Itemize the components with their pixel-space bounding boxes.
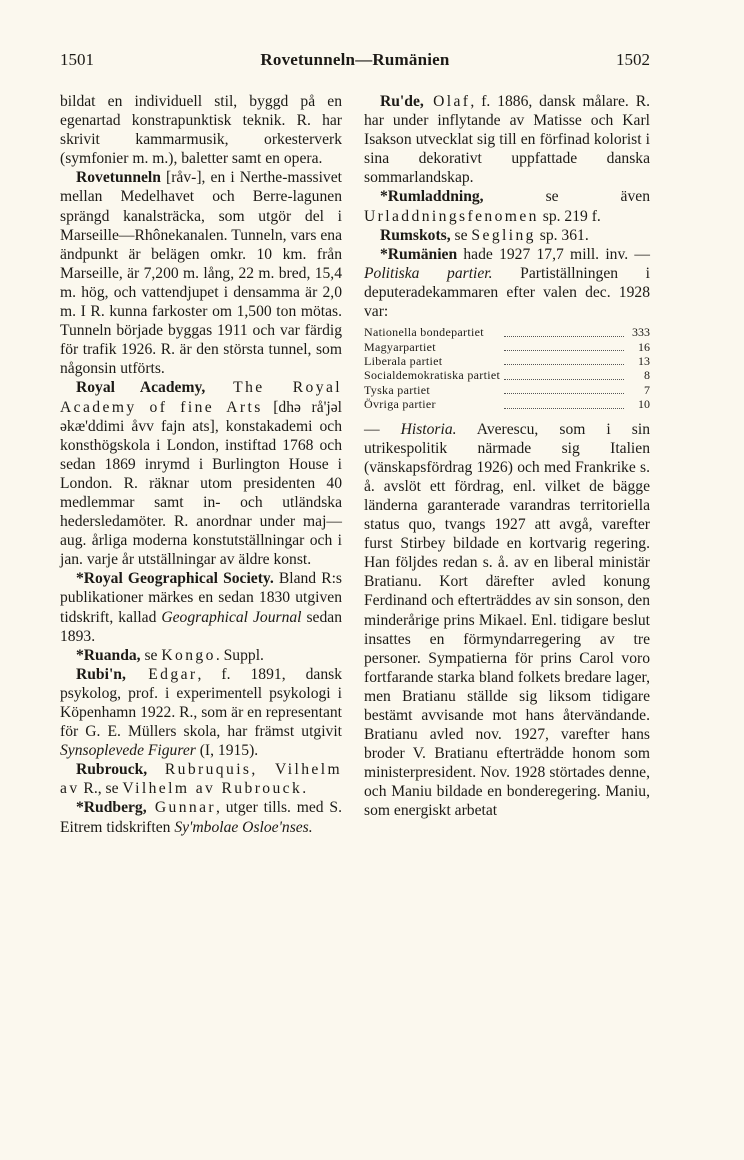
entry-rude: Ru'de, Olaf, f. 1886, dansk målare. R. har under inflytande av Matisse och Karl Isakson utvecklat sig till en förfinad kolorist i sina dekorativt uppfattade danska sommarlandskap. [364, 93, 650, 187]
entry-rovetunneln: Rovetunneln [råv-], en i Nerthe-massivet mellan Medelhavet och Berre-lagunen sprängd kanalsträcka, som utgör del i Marseille—Rhônekanalen. Tunneln, vars ena ändpunkt är belägen omkr. 10 km. från Marseille, är 7,200 m. lång, 22 m. bred, 15,4 m. hög, och vattendjupet i densamma är 2,0 m. I R. kunna farkoster om 1,500 ton mötas. Tunneln började byggas 1911 och var färdig för trafik 1926. R. är den största tunnel, som någonsin utförts. [60, 169, 342, 378]
headword: *Rumladdning, [380, 188, 484, 206]
entry-rubrouck: Rubrouck, Rubruquis, Vilhelm av R., se Vilhelm av Rubrouck. [60, 761, 342, 798]
entry-royal-academy: Royal Academy, The Royal Academy of fine Arts [dhə rå'jəl əkæ'ddimi åvv fajn ats], konstakademi och konsthögskola i London, instiftad 1768 och sedan 1869 inrymd i Burlington House i London. R. räknar utom presidenten 40 medlemmar samt in- och utländska hedersledamöter. R. anordnar under maj—aug. årliga moderna konstutställningar och i jan. varje år utställningar av äldre konst. [60, 379, 343, 569]
headword: Rubi'n, [76, 665, 126, 683]
headword: Royal Academy, [76, 379, 206, 397]
table-row: Liberala partiet 13 [364, 353, 650, 368]
entry-rumladdning: *Rumladdning, se även Urladdningsfenomen sp. 219 f. [364, 188, 650, 225]
entry-rumanien-historia: — Historia. Averescu, som i sin utrikespolitik närmade sig Italien (vänskapsfördrag 1926) och med Frankrike s. å. avslöt ett fördrag, enl. vilket de bägge länderna garanterade varandras territoriella status quo, tvangs 1927 att avgå, varefter furst Stirbey bildade en kortvarig regering. Han följdes redan s. å. av en liberal ministär Bratianu. Kort därefter avled konung Ferdinand och efterträddes av sin sonson, den minderårige prins Mikael. Enl. tidigare beslut insattes en förmyndarregering av tre personer. Sympatierna för prins Carol voro fortfarande starka bland folkets bredare lager, men Bratianu ställde sig liksom tidigare bestämt avvisande mot hans återvändande. Bratianu avled nov. 1927, varefter hans broder V. Bratianu efterträdde honom som ministerpresident. Nov. 1928 störtades denne, och Maniu bildade en bonderegering. Maniu, som energiskt arbetat [364, 420, 650, 820]
headword: *Rumänien [380, 245, 458, 263]
table-row: Övriga partier 10 [364, 397, 650, 412]
running-title: Rovetunneln—Rumänien [260, 50, 450, 69]
entry-rubin: Rubi'n, Edgar, f. 1891, dansk psykolog, prof. i experimentell psykologi i Köpenhamn 1922. R., som är en representant för G. E. Müllers skola, har främst utgivit Synsoplevede Figurer (I, 1915). [60, 665, 342, 760]
table-row: Magyarpartiet 16 [364, 339, 650, 354]
table-row: Socialdemokratiska partiet 8 [364, 368, 650, 383]
entry-rudberg: *Rudberg, Gunnar, utger tills. med S. Eitrem tidskriften Sy'mbolae Osloe'nses. [60, 799, 343, 836]
entry-rumanien: *Rumänien hade 1927 17,7 mill. inv. — Politiska partier. Partiställningen i deputeradekammaren efter valen dec. 1928 var: [364, 245, 650, 321]
headword: Rumskots, [380, 226, 451, 244]
table-row: Nationella bondepartiet 333 [364, 325, 650, 340]
headword: *Royal Geographical Society. [76, 570, 274, 588]
entry-ruanda: *Ruanda, se Kongo. Suppl. [76, 646, 264, 664]
headword: Rovetunneln [76, 169, 161, 187]
left-column [60, 92, 342, 837]
page-number-left: 1501 [60, 50, 94, 69]
entry-continuation: bildat en individuell stil, byggd på en egenartad konstrapunktisk teknik. R. har skrivit kammarmusik, orkesterverk (symfonier m. m.), baletter samt en opera. [60, 93, 342, 168]
running-header [60, 50, 650, 72]
table-row: Tyska partiet 7 [364, 382, 650, 397]
headword: *Ruanda, [76, 646, 141, 664]
party-seats-table [364, 325, 650, 411]
entry-rumskots: Rumskots, se Segling sp. 361. [380, 226, 589, 244]
right-column [364, 92, 650, 821]
headword: *Rudberg, [76, 799, 147, 817]
headword: Rubrouck, [76, 761, 148, 779]
headword: Ru'de, [380, 93, 424, 110]
entry-royal-geographical-society: *Royal Geographical Society. Bland R:s publikationer märkes en sedan 1830 utgiven tidskrift, kallad Geographical Journal sedan 1893. [60, 570, 342, 645]
page-number-right: 1502 [616, 50, 650, 69]
